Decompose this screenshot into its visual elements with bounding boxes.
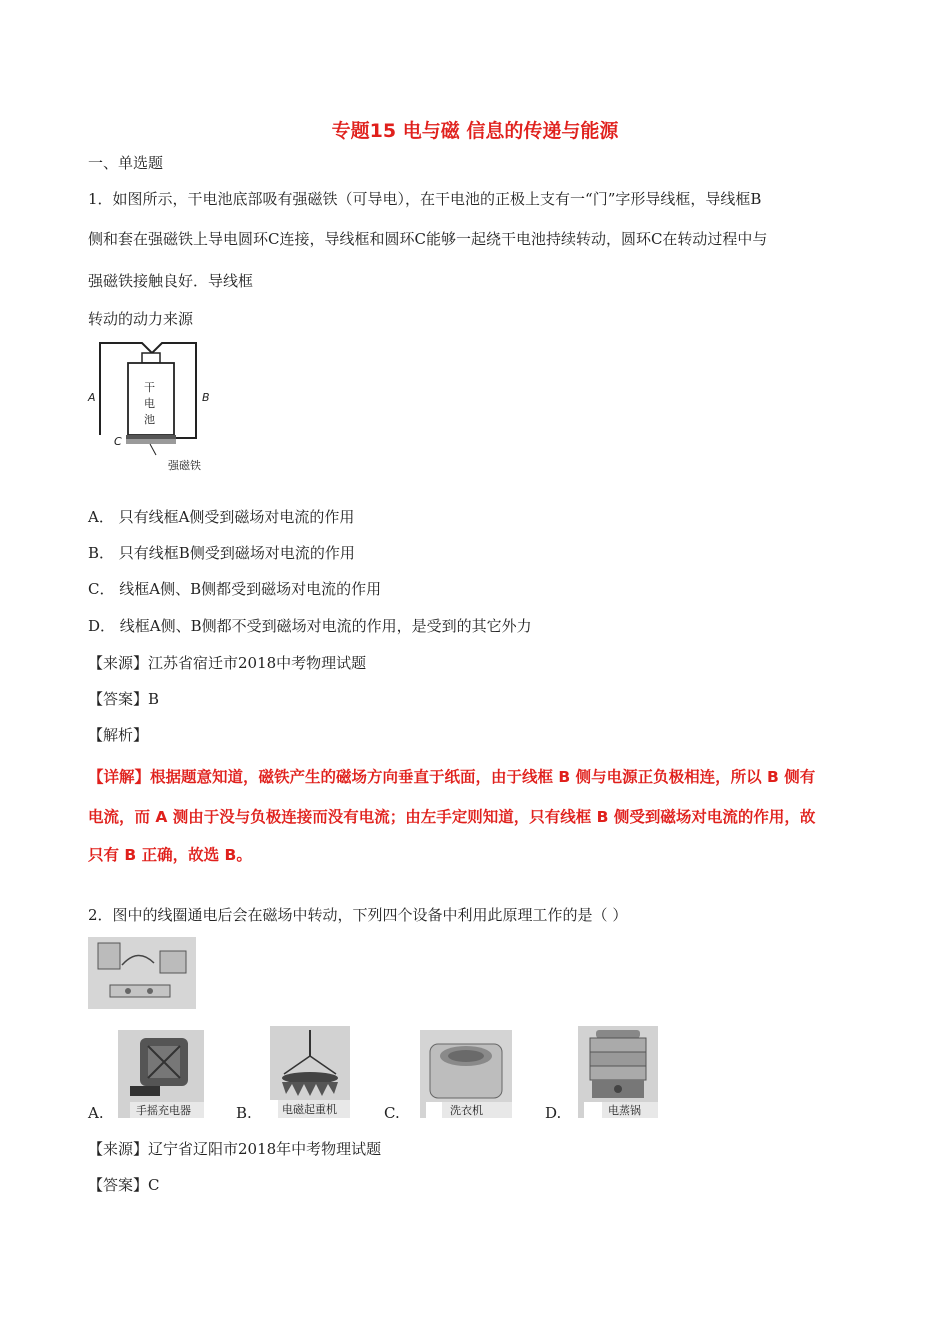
battery-char: 池: [144, 413, 155, 426]
q2-answer: 【答案】C: [88, 1176, 160, 1194]
caption: 洗衣机: [450, 1104, 483, 1117]
q1-option-b[interactable]: B． 只有线框B侧受到磁场对电流的作用: [88, 544, 355, 562]
q1-option-c[interactable]: C． 线框A侧、B侧都受到磁场对电流的作用: [88, 580, 382, 598]
coil-motor-photo: [88, 937, 196, 1009]
q2-option-b[interactable]: B.: [236, 1104, 252, 1122]
q1-option-a[interactable]: A． 只有线框A侧受到磁场对电流的作用: [88, 508, 355, 526]
q1-option-d[interactable]: D． 线框A侧、B侧都不受到磁场对电流的作用，是受到的其它外力: [88, 617, 532, 635]
caption: 手摇充电器: [136, 1104, 191, 1117]
label-a: A: [88, 391, 96, 404]
battery-terminal: [142, 353, 160, 363]
q1-source: 【来源】江苏省宿迁市2018中考物理试题: [88, 654, 367, 672]
battery-char: 干: [144, 381, 155, 394]
magnet-label: 强磁铁: [168, 459, 201, 472]
q2-option-c[interactable]: C.: [384, 1104, 400, 1122]
page-title: 专题15 电与磁 信息的传递与能源: [331, 120, 619, 142]
q1-detail-line: 【详解】根据题意知道，磁铁产生的磁场方向垂直于纸面，由于线框 B 侧与电源正负极相连，所以 B 侧有: [88, 768, 816, 786]
section-heading: 一、单选题: [88, 154, 164, 172]
q1-text-line: 强磁铁接触良好．导线框: [88, 272, 254, 290]
q2-option-a[interactable]: A.: [88, 1104, 104, 1122]
q1-text-line: 侧和套在强磁铁上导电圆环C连接，导线框和圆环C能够一起绕干电池持续转动，圆环C在转动过程中与: [88, 230, 768, 248]
electromagnetic-crane-photo: [270, 1026, 350, 1118]
battery-char: 电: [144, 397, 155, 410]
battery-frame-figure: [84, 335, 224, 480]
q2-source: 【来源】辽宁省辽阳市2018年中考物理试题: [88, 1140, 382, 1158]
caption: 电蒸锅: [608, 1104, 641, 1117]
magnet: [126, 439, 176, 444]
q2-option-d[interactable]: D.: [545, 1104, 562, 1122]
q1-answer: 【答案】B: [88, 690, 160, 708]
q1-analysis-label: 【解析】: [88, 726, 149, 744]
q1-detail-line: 电流，而 A 测由于没与负极连接而没有电流；由左手定则知道，只有线框 B 侧受到磁场对电流的作用，故: [88, 808, 816, 826]
q1-detail-line: 只有 B 正确，故选 B。: [88, 846, 252, 864]
electric-steamer-photo: [578, 1026, 658, 1118]
q1-text-line: 1．如图所示，干电池底部吸有强磁铁（可导电），在干电池的正极上支有一“门”字形导线框，导线框B: [88, 190, 762, 208]
label-b: B: [202, 391, 210, 404]
washing-machine-photo: [420, 1030, 512, 1118]
label-c: C: [114, 435, 122, 448]
caption: 电磁起重机: [282, 1103, 337, 1116]
q1-text-line: 转动的动力来源: [88, 310, 194, 328]
hand-crank-charger-photo: [118, 1030, 204, 1118]
q2-text: 2．图中的线圈通电后会在磁场中转动，下列四个设备中利用此原理工作的是（ ）: [88, 906, 628, 924]
